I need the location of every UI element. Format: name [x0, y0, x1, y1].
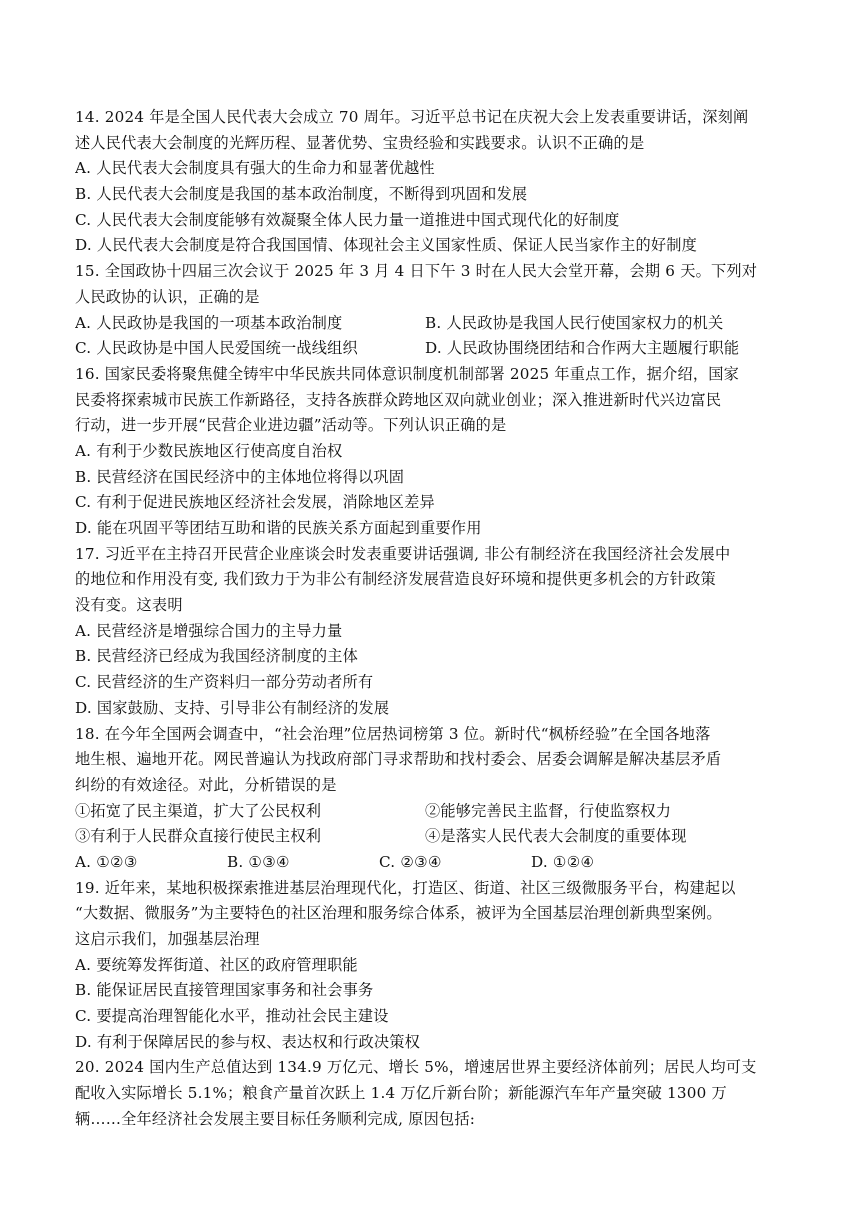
option-d: D. ①②④: [531, 852, 595, 871]
question-stem-line: 述人民代表大会制度的光辉历程、显著优势、宝贵经验和实践要求。认识不正确的是: [75, 133, 645, 152]
statement-3: ③有利于人民群众直接行使民主权利: [75, 827, 322, 846]
option-b: B. 民营经济在国民经济中的主体地位将得以巩固: [75, 467, 405, 486]
question-stem-line: 辆……全年经济社会发展主要目标任务顺利完成, 原因包括:: [75, 1109, 476, 1128]
option-b: B. 人民代表大会制度是我国的基本政治制度，不断得到巩固和发展: [75, 185, 528, 204]
statement-1: ①拓宽了民主渠道，扩大了公民权利: [75, 801, 322, 820]
option-c: C. 人民政协是中国人民爱国统一战线组织: [75, 339, 358, 358]
question-stem-line: 的地位和作用没有变, 我们致力于为非公有制经济发展营造良好环境和提供更多机会的方针政策: [75, 570, 716, 589]
question-stem-line: 没有变。这表明: [75, 596, 183, 615]
question-stem-line: 18. 在今年全国两会调查中，“社会治理”位居热词榜第 3 位。新时代“枫桥经验”在全国各地落: [75, 724, 711, 743]
statement-4: ④是落实人民代表大会制度的重要体现: [425, 827, 687, 846]
question-stem-line: 14. 2024 年是全国人民代表大会成立 70 周年。习近平总书记在庆祝大会上发表重要讲话，深刻阐: [75, 108, 749, 126]
option-a: A. 人民政协是我国的一项基本政治制度: [75, 313, 343, 332]
option-c: C. ②③④: [379, 852, 442, 871]
option-d: D. 人民代表大会制度是符合我国国情、体现社会主义国家性质、保证人民当家作主的好制度: [75, 236, 698, 255]
question-stem-line: 人民政协的认识，正确的是: [75, 287, 260, 306]
question-stem-line: 这启示我们，加强基层治理: [75, 930, 260, 948]
question-15: [75, 259, 787, 362]
statement-row: [75, 799, 787, 825]
statement-2: ②能够完善民主监督，行使监察权力: [425, 801, 672, 820]
question-17: [75, 542, 787, 722]
option-c: C. 人民代表大会制度能够有效凝聚全体人民力量一道推进中国式现代化的好制度: [75, 210, 620, 229]
option-row: [75, 336, 787, 362]
question-stem-line: 地生根、遍地开花。网民普遍认为找政府部门寻求帮助和找村委会、居委会调解是解决基层矛盾: [75, 750, 722, 769]
question-16: [75, 362, 787, 542]
option-d: D. 能在巩固平等团结互助和谐的民族关系方面起到重要作用: [75, 519, 482, 537]
option-row: [75, 850, 787, 876]
question-stem-line: 16. 国家民委将聚焦健全铸牢中华民族共同体意识制度机制部署 2025 年重点工作，据介绍，国家: [75, 364, 740, 383]
option-a: A. 有利于少数民族地区行使高度自治权: [75, 441, 343, 460]
option-c: C. 民营经济的生产资料归一部分劳动者所有: [75, 673, 374, 692]
option-a: A. 要统筹发挥街道、社区的政府管理职能: [75, 955, 358, 974]
exam-page: [75, 105, 787, 1133]
question-stem-line: 行动，进一步开展“民营企业进边疆”活动等。下列认识正确的是: [75, 416, 507, 435]
question-18: [75, 722, 787, 876]
option-a: A. ①②③: [75, 852, 138, 871]
option-d: D. 有利于保障居民的参与权、表达权和行政决策权: [75, 1032, 421, 1051]
option-b: B. 能保证居民直接管理国家事务和社会事务: [75, 981, 374, 1000]
option-c: C. 有利于促进民族地区经济社会发展，消除地区差异: [75, 493, 435, 512]
question-stem-line: 民委将探索城市民族工作新路径，支持各族群众跨地区双向就业创业；深入推进新时代兴边富民: [75, 390, 722, 409]
statement-row: [75, 824, 787, 850]
option-b: B. 民营经济已经成为我国经济制度的主体: [75, 647, 359, 666]
question-14: [75, 105, 787, 259]
option-b: B. ①③④: [227, 852, 290, 871]
option-a: A. 人民代表大会制度具有强大的生命力和显著优越性: [75, 159, 435, 178]
question-stem-line: 20. 2024 国内生产总值达到 134.9 万亿元、增长 5%，增速居世界主要经济体前列；居民人均可支: [75, 1058, 757, 1077]
question-stem-line: “大数据、微服务”为主要特色的社区治理和服务综合体系，被评为全国基层治理创新典型案例。: [75, 904, 722, 923]
option-b: B. 人民政协是我国人民行使国家权力的机关: [425, 313, 724, 332]
question-stem-line: 17. 习近平在主持召开民营企业座谈会时发表重要讲话强调, 非公有制经济在我国经济社会发展中: [75, 544, 731, 563]
option-d: D. 国家鼓励、支持、引导非公有制经济的发展: [75, 698, 390, 717]
option-a: A. 民营经济是增强综合国力的主导力量: [75, 621, 343, 640]
question-stem-line: 纠纷的有效途径。对此，分析错误的是: [75, 775, 337, 794]
question-19: [75, 876, 787, 1056]
question-20: [75, 1055, 787, 1132]
question-stem-line: 配收入实际增长 5.1%；粮食产量首次跃上 1.4 万亿斤新台阶；新能源汽车年产量突破 1300 万: [75, 1084, 727, 1103]
question-stem-line: 15. 全国政协十四届三次会议于 2025 年 3 月 4 日下午 3 时在人民大会堂开幕，会期 6 天。下列对: [75, 262, 758, 281]
question-stem-line: 19. 近年来，某地积极探索推进基层治理现代化，打造区、街道、社区三级微服务平台，构建起以: [75, 878, 736, 897]
option-d: D. 人民政协围绕团结和合作两大主题履行职能: [425, 339, 740, 358]
option-c: C. 要提高治理智能化水平，推动社会民主建设: [75, 1007, 389, 1026]
option-row: [75, 311, 787, 337]
